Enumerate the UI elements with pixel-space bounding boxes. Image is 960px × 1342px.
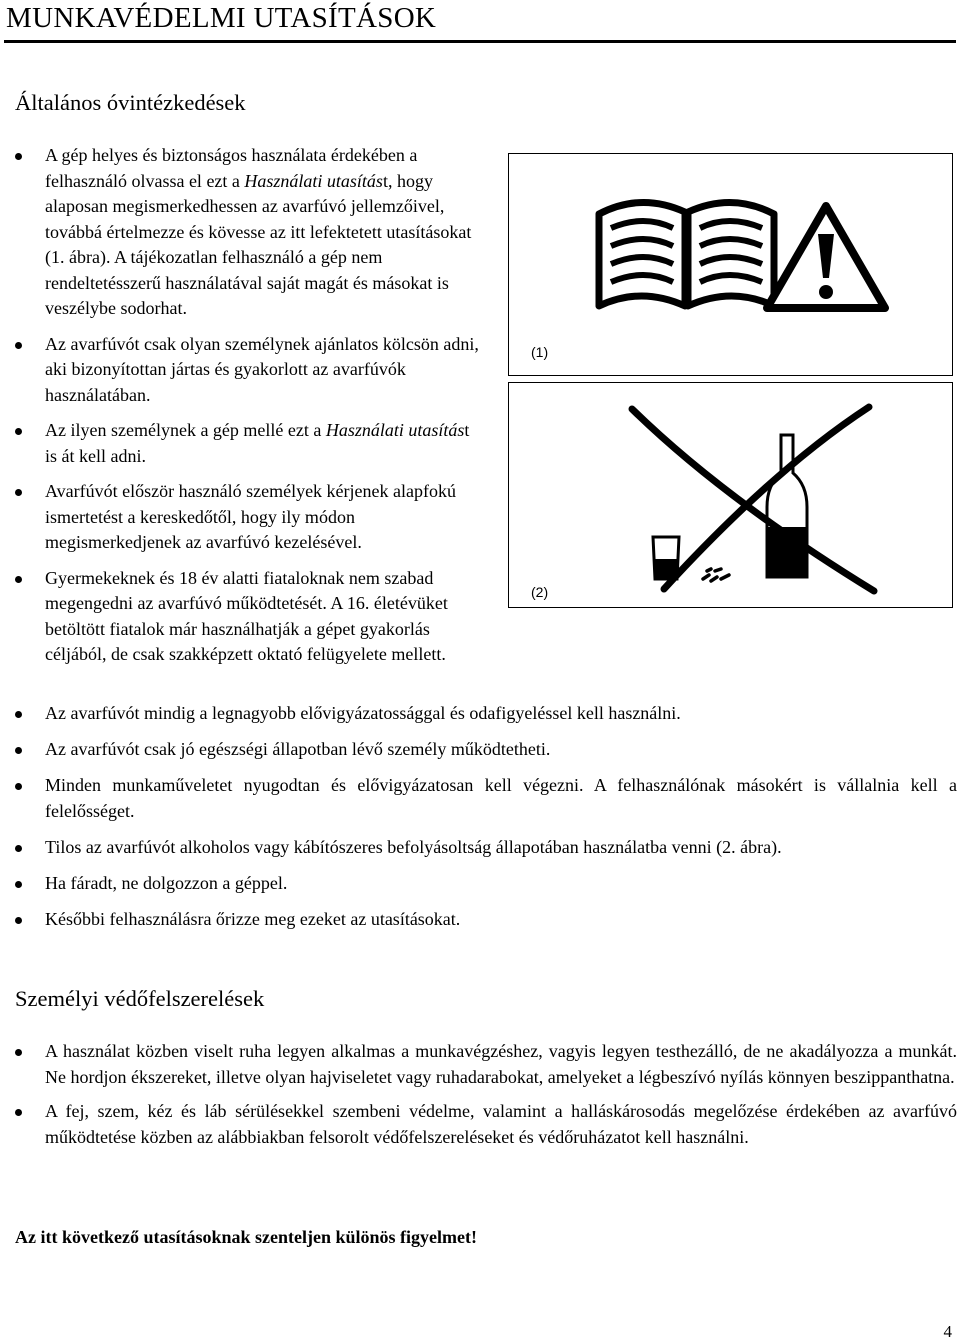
cross-out-icon bbox=[624, 389, 884, 599]
list-item: Tilos az avarfúvót alkoholos vagy kábítószeres befolyásoltság állapotában használatba venni (2. ábra). bbox=[0, 835, 957, 861]
page-number: 4 bbox=[943, 1322, 952, 1341]
page-title: MUNKAVÉDELMI UTASÍTÁSOK bbox=[6, 2, 437, 34]
list-item: Későbbi felhasználásra őrizze meg ezeket az utasításokat. bbox=[0, 907, 957, 933]
section-heading-ppe: Személyi védőfelszerelések bbox=[15, 986, 265, 1011]
section-heading-general: Általános óvintézkedések bbox=[15, 90, 246, 115]
page-header bbox=[4, 0, 956, 43]
list-item: Minden munkaműveletet nyugodtan és elővigyázatosan kell végezni. A felhasználónak másokért is vállalnia kell a felelősséget. bbox=[0, 773, 957, 824]
list-item: A gép helyes és biztonságos használata érdekében a felhasználó olvassa el ezt a Használati utasítást, hogy alaposan megismerkedhessen az avarfúvó jellemzőivel, továbbá értelmezze és kövesse az itt lefektetett utasításokat (1. ábra). A tájékozatlan felhasználó a gép nem rendeltetésszerű használatával saját magát és másokat is veszélybe sodorhat. bbox=[0, 143, 480, 322]
figure-1 bbox=[508, 153, 953, 376]
ppe-list bbox=[0, 1039, 957, 1159]
figure-2-label: (2) bbox=[531, 584, 549, 600]
list-item: Avarfúvót először használó személyek kérjenek alapfokú ismertetést a kereskedőtől, hogy ily módon megismerkedjenek az avarfúvó kezelésével. bbox=[0, 479, 480, 556]
list-item: Ha fáradt, ne dolgozzon a géppel. bbox=[0, 871, 957, 897]
list-item: A használat közben viselt ruha legyen alkalmas a munkavégzéshez, vagyis legyen testhezálló, de ne akadályozza a munkát. Ne hordjon ékszereket, illetve olyan hajviseletet vagy ruhadarabokat, amelyeket a légbeszívó nyílás könnyen beszippanthatna. bbox=[0, 1039, 957, 1090]
list-item: A fej, szem, kéz és láb sérülésekkel szembeni védelme, valamint a halláskárosodás megelőzése érdekében az avarfúvó működtetése közben az alábbiakban felsorolt védőfelszereléseket és védőruházatot kell használni. bbox=[0, 1099, 957, 1150]
warning-triangle-icon bbox=[761, 200, 891, 314]
list-item: Az avarfúvót csak jó egészségi állapotban lévő személy működtetheti. bbox=[0, 737, 957, 763]
list-item: Az avarfúvót mindig a legnagyobb elővigyázatossággal és odafigyeléssel kell használni. bbox=[0, 701, 957, 727]
book-icon bbox=[589, 194, 784, 312]
figure-2 bbox=[508, 382, 953, 608]
general-list-wide bbox=[0, 701, 957, 943]
list-item: Az avarfúvót csak olyan személynek ajánlatos kölcsön adni, aki bizonyítottan jártas és gyakorlott az avarfúvók használatában. bbox=[0, 332, 480, 409]
closing-note: Az itt következő utasításoknak szenteljen különös figyelmet! bbox=[15, 1227, 477, 1247]
list-item: Az ilyen személynek a gép mellé ezt a Használati utasítást is át kell adni. bbox=[0, 418, 480, 469]
general-list-narrow bbox=[0, 143, 480, 678]
figure-1-label: (1) bbox=[531, 344, 549, 360]
list-item: Gyermekeknek és 18 év alatti fiataloknak nem szabad megengedni az avarfúvó működtetését. A 16. életévüket betöltött fiatalok már használhatják a gépet gyakorlás céljából, de csak szakképzett oktató felügyelete mellett. bbox=[0, 566, 480, 668]
